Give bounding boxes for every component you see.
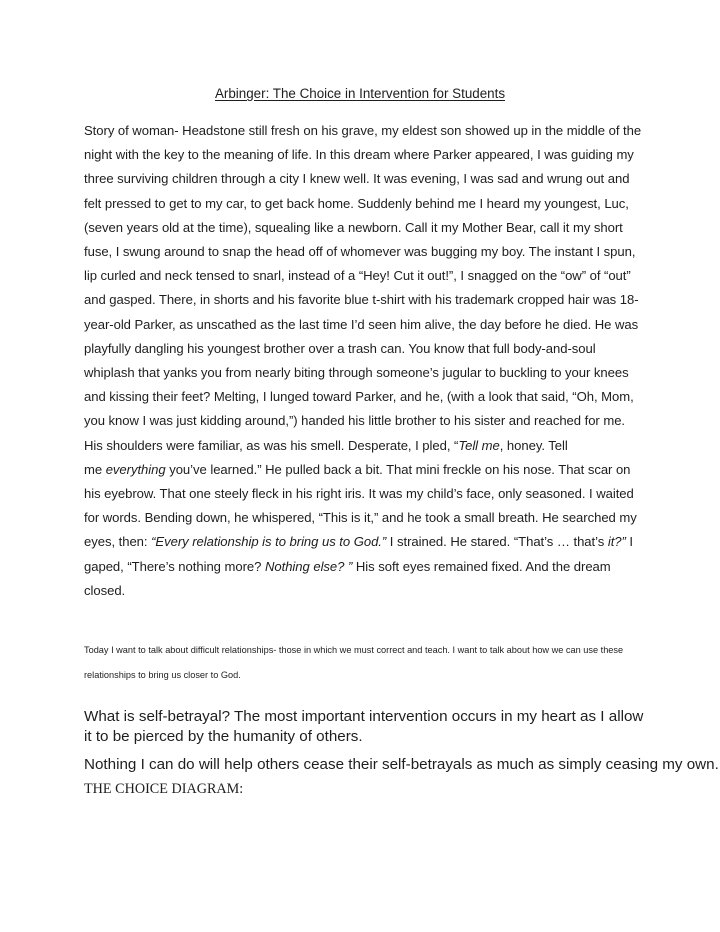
story-line: his eyebrow. That one steely fleck in his right iris. It was my child’s face, only seasoned. I waited <box>84 486 634 502</box>
story-text: I strained. He stared. “That’s … that’s <box>386 534 608 550</box>
story-line <box>84 458 644 482</box>
story-text: eyes, then: <box>84 534 152 550</box>
ceasing-heading: Nothing I can do will help others cease their self-betrayals as much as simply ceasing my own. <box>84 756 719 773</box>
story-line: year-old Parker, as unscathed as the last time I’d seen him alive, the day before he died. He was <box>84 316 639 332</box>
story-line <box>84 555 644 579</box>
story-text: me <box>84 461 106 477</box>
story-paragraph <box>84 119 644 603</box>
story-text: , honey. Tell <box>499 437 568 453</box>
story-emphasis: Tell me <box>458 437 500 453</box>
story-emphasis: Nothing else? ” <box>264 558 353 574</box>
story-line: lip curled and neck tensed to snarl, instead of a “Hey! Cut it out!”, I snagged on the “ow” of “out” <box>84 268 631 284</box>
story-text: His shoulders were familiar, as was his smell. Desperate, I pled, “ <box>84 437 459 453</box>
story-line: you know I was just kidding around,”) handed his little brother to his sister and reached for me. <box>84 413 626 429</box>
story-emphasis: everything <box>105 461 166 477</box>
story-emphasis: it?” <box>607 534 626 550</box>
story-line: three surviving children through a city I knew well. It was evening, I was sad and wrung out and <box>84 171 630 187</box>
document-title: Arbinger: The Choice in Intervention for Students <box>214 86 506 101</box>
story-text: His soft eyes remained fixed. And the dream <box>352 558 611 574</box>
story-line: and gasped. There, in shorts and his favorite blue t-shirt with his trademark cropped hair was 18- <box>84 292 639 308</box>
story-line: (seven years old at the time), squealing like a newborn. Call it my Mother Bear, call it my short <box>84 219 623 235</box>
story-line: fuse, I swung around to snap the head off of whomever was bugging my boy. The instant I spun, <box>84 244 636 260</box>
story-emphasis: “Every relationship is to bring us to God.” <box>151 534 387 550</box>
story-text: I <box>625 534 634 550</box>
story-line: felt pressed to get to my car, to get back home. Suddenly behind me I heard my youngest, Luc, <box>84 195 629 211</box>
story-line: whiplash that yanks you from nearly biting through someone’s jugular to buckling to your knees <box>84 365 629 381</box>
story-text: gaped, “There’s nothing more? <box>84 558 265 574</box>
intro-line: Today I want to talk about difficult relationships- those in which we must correct and teach. I want to talk about how we can use these <box>84 645 624 655</box>
intro-line: relationships to bring us closer to God. <box>84 670 241 680</box>
intro-paragraph <box>84 638 644 688</box>
story-line: closed. <box>84 582 126 598</box>
story-line: and kissing their feet? Melting, I lunged toward Parker, and he, (with a look that said, “Oh, Mom, <box>84 389 634 405</box>
self-betrayal-heading: What is self-betrayal? The most important intervention occurs in my heart as I allow it to be pierced by the humanity of others. <box>84 708 644 745</box>
story-line <box>84 434 644 458</box>
choice-diagram-label: THE CHOICE DIAGRAM: <box>84 781 244 797</box>
story-line: playfully dangling his youngest brother over a trash can. You know that full body-and-soul <box>84 340 596 356</box>
story-line: Story of woman- Headstone still fresh on his grave, my eldest son showed up in the middle of the <box>84 123 642 138</box>
story-line: for words. Bending down, he whispered, “This is it,” and he took a small breath. He searched my <box>84 510 637 526</box>
story-line <box>84 530 644 554</box>
story-text: you’ve learned.” He pulled back a bit. That mini freckle on his nose. That scar on <box>165 461 631 477</box>
story-line: night with the key to the meaning of life. In this dream where Parker appeared, I was guiding my <box>84 147 634 163</box>
